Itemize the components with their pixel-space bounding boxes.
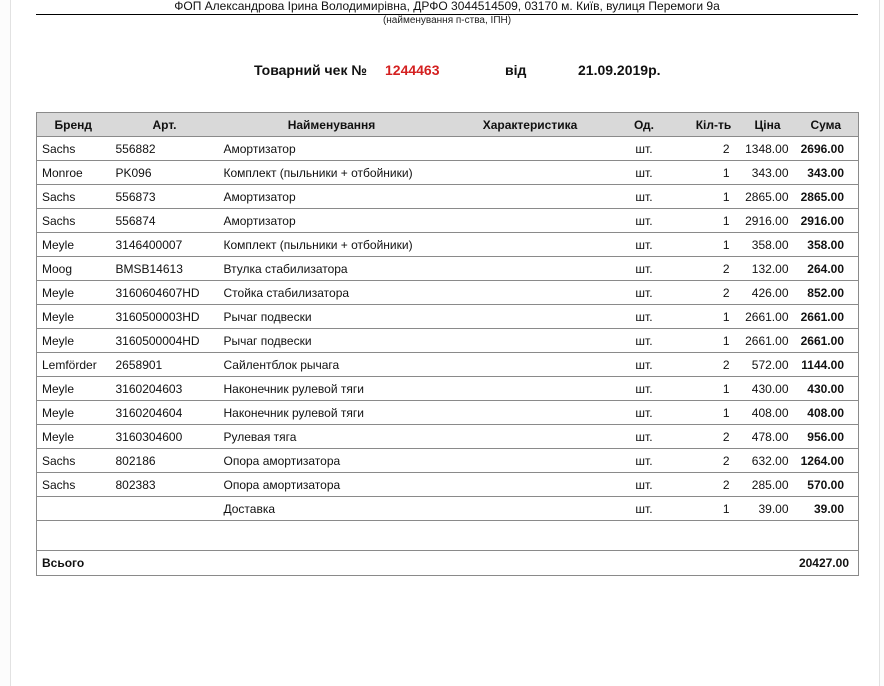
table-row [37, 209, 859, 233]
table-spacer-row [37, 521, 859, 551]
cell-name: Амортизатор [220, 137, 444, 161]
cell-unit: шт. [617, 161, 672, 185]
seller-header [36, 0, 858, 28]
cell-article: 3146400007 [110, 233, 220, 257]
cell-unit: шт. [617, 497, 672, 521]
cell-brand [37, 497, 110, 521]
cell-characteristic [444, 233, 617, 257]
cell-unit: шт. [617, 473, 672, 497]
table-row [37, 233, 859, 257]
cell-sum: 2661.00 [794, 329, 859, 353]
table-row [37, 497, 859, 521]
column-header-characteristic: Характеристика [444, 113, 617, 137]
table-row [37, 281, 859, 305]
cell-sum: 358.00 [794, 233, 859, 257]
cell-characteristic [444, 161, 617, 185]
cell-name: Комплект (пыльники + отбойники) [220, 233, 444, 257]
cell-brand: Sachs [37, 185, 110, 209]
cell-quantity: 2 [672, 425, 742, 449]
cell-article: 3160500003HD [110, 305, 220, 329]
cell-name: Амортизатор [220, 185, 444, 209]
total-value: 20427.00 [742, 551, 859, 576]
cell-name: Опора амортизатора [220, 449, 444, 473]
total-row [37, 551, 859, 576]
cell-name: Доставка [220, 497, 444, 521]
cell-price: 358.00 [742, 233, 794, 257]
total-spacer [220, 551, 742, 576]
cell-sum: 570.00 [794, 473, 859, 497]
cell-characteristic [444, 137, 617, 161]
table-row [37, 377, 859, 401]
cell-characteristic [444, 449, 617, 473]
cell-name: Втулка стабилизатора [220, 257, 444, 281]
table-row [37, 425, 859, 449]
items-table [36, 112, 859, 576]
cell-article: 2658901 [110, 353, 220, 377]
cell-sum: 2696.00 [794, 137, 859, 161]
cell-article: BMSB14613 [110, 257, 220, 281]
cell-sum: 264.00 [794, 257, 859, 281]
cell-brand: Meyle [37, 401, 110, 425]
cell-sum: 956.00 [794, 425, 859, 449]
cell-quantity: 1 [672, 233, 742, 257]
cell-brand: Sachs [37, 449, 110, 473]
cell-quantity: 1 [672, 401, 742, 425]
cell-price: 132.00 [742, 257, 794, 281]
cell-sum: 343.00 [794, 161, 859, 185]
cell-article: 802186 [110, 449, 220, 473]
cell-unit: шт. [617, 305, 672, 329]
table-row [37, 401, 859, 425]
column-header-article: Арт. [110, 113, 220, 137]
cell-sum: 1144.00 [794, 353, 859, 377]
receipt-date: 21.09.2019р. [578, 62, 661, 78]
cell-characteristic [444, 473, 617, 497]
cell-characteristic [444, 305, 617, 329]
cell-quantity: 2 [672, 137, 742, 161]
cell-article: 3160204604 [110, 401, 220, 425]
cell-article: 802383 [110, 473, 220, 497]
cell-brand: Meyle [37, 425, 110, 449]
cell-unit: шт. [617, 209, 672, 233]
cell-quantity: 2 [672, 257, 742, 281]
cell-name: Наконечник рулевой тяги [220, 401, 444, 425]
total-label: Всього [37, 551, 220, 576]
table-body [37, 137, 859, 521]
cell-article: 556882 [110, 137, 220, 161]
cell-name: Стойка стабилизатора [220, 281, 444, 305]
cell-brand: Sachs [37, 473, 110, 497]
cell-brand: Sachs [37, 209, 110, 233]
table-row [37, 449, 859, 473]
cell-name: Наконечник рулевой тяги [220, 377, 444, 401]
cell-sum: 39.00 [794, 497, 859, 521]
seller-details: ФОП Александрова Ірина Володимирівна, ДРФО 3044514509, 03170 м. Київ, вулиця Перемоги 9а [174, 0, 720, 13]
column-header-quantity: Кіл-ть [672, 113, 742, 137]
cell-brand: Lemförder [37, 353, 110, 377]
table-header-row [37, 113, 859, 137]
cell-brand: Meyle [37, 377, 110, 401]
cell-unit: шт. [617, 281, 672, 305]
cell-quantity: 1 [672, 161, 742, 185]
column-header-price: Ціна [742, 113, 794, 137]
column-header-unit: Од. [617, 113, 672, 137]
cell-unit: шт. [617, 353, 672, 377]
cell-brand: Meyle [37, 305, 110, 329]
cell-unit: шт. [617, 329, 672, 353]
cell-article: PK096 [110, 161, 220, 185]
cell-quantity: 1 [672, 377, 742, 401]
cell-price: 285.00 [742, 473, 794, 497]
cell-characteristic [444, 185, 617, 209]
cell-quantity: 1 [672, 329, 742, 353]
cell-characteristic [444, 281, 617, 305]
cell-unit: шт. [617, 137, 672, 161]
cell-name: Комплект (пыльники + отбойники) [220, 161, 444, 185]
cell-characteristic [444, 257, 617, 281]
cell-quantity: 1 [672, 209, 742, 233]
cell-price: 478.00 [742, 425, 794, 449]
cell-article: 3160500004HD [110, 329, 220, 353]
column-header-brand: Бренд [37, 113, 110, 137]
cell-price: 430.00 [742, 377, 794, 401]
cell-brand: Meyle [37, 233, 110, 257]
cell-price: 632.00 [742, 449, 794, 473]
cell-brand: Monroe [37, 161, 110, 185]
cell-sum: 852.00 [794, 281, 859, 305]
cell-quantity: 1 [672, 497, 742, 521]
cell-article [110, 497, 220, 521]
cell-name: Рычаг подвески [220, 329, 444, 353]
receipt-title: Товарний чек № [254, 62, 367, 78]
cell-sum: 1264.00 [794, 449, 859, 473]
cell-name: Сайлентблок рычага [220, 353, 444, 377]
cell-unit: шт. [617, 233, 672, 257]
receipt-number: 1244463 [385, 62, 440, 78]
table-row [37, 353, 859, 377]
cell-article: 556874 [110, 209, 220, 233]
cell-characteristic [444, 377, 617, 401]
cell-article: 3160304600 [110, 425, 220, 449]
cell-quantity: 2 [672, 449, 742, 473]
cell-characteristic [444, 209, 617, 233]
cell-name: Рычаг подвески [220, 305, 444, 329]
cell-sum: 408.00 [794, 401, 859, 425]
cell-article: 556873 [110, 185, 220, 209]
cell-price: 1348.00 [742, 137, 794, 161]
table-row [37, 329, 859, 353]
cell-unit: шт. [617, 401, 672, 425]
cell-unit: шт. [617, 257, 672, 281]
cell-characteristic [444, 401, 617, 425]
cell-price: 572.00 [742, 353, 794, 377]
cell-characteristic [444, 353, 617, 377]
cell-brand: Sachs [37, 137, 110, 161]
cell-unit: шт. [617, 377, 672, 401]
cell-characteristic [444, 497, 617, 521]
cell-article: 3160204603 [110, 377, 220, 401]
cell-quantity: 1 [672, 185, 742, 209]
cell-quantity: 2 [672, 281, 742, 305]
receipt-from-label: від [505, 62, 527, 78]
cell-sum: 2661.00 [794, 305, 859, 329]
cell-unit: шт. [617, 449, 672, 473]
cell-price: 343.00 [742, 161, 794, 185]
cell-sum: 2865.00 [794, 185, 859, 209]
cell-characteristic [444, 329, 617, 353]
table-row [37, 257, 859, 281]
cell-price: 426.00 [742, 281, 794, 305]
cell-brand: Moog [37, 257, 110, 281]
table-row [37, 161, 859, 185]
cell-name: Опора амортизатора [220, 473, 444, 497]
cell-price: 2661.00 [742, 305, 794, 329]
cell-price: 2661.00 [742, 329, 794, 353]
cell-sum: 430.00 [794, 377, 859, 401]
cell-brand: Meyle [37, 281, 110, 305]
cell-quantity: 2 [672, 473, 742, 497]
cell-name: Рулевая тяга [220, 425, 444, 449]
cell-quantity: 2 [672, 353, 742, 377]
table-row [37, 137, 859, 161]
spacer-cell [37, 521, 859, 551]
cell-name: Амортизатор [220, 209, 444, 233]
table-row [37, 305, 859, 329]
table-row [37, 185, 859, 209]
cell-price: 408.00 [742, 401, 794, 425]
cell-sum: 2916.00 [794, 209, 859, 233]
column-header-sum: Сума [794, 113, 859, 137]
column-header-name: Найменування [220, 113, 444, 137]
cell-price: 2865.00 [742, 185, 794, 209]
table-row [37, 473, 859, 497]
cell-article: 3160604607HD [110, 281, 220, 305]
cell-quantity: 1 [672, 305, 742, 329]
cell-price: 2916.00 [742, 209, 794, 233]
cell-unit: шт. [617, 425, 672, 449]
cell-brand: Meyle [37, 329, 110, 353]
cell-unit: шт. [617, 185, 672, 209]
cell-characteristic [444, 425, 617, 449]
seller-caption: (найменування п-ства, ІПН) [382, 15, 512, 26]
cell-price: 39.00 [742, 497, 794, 521]
